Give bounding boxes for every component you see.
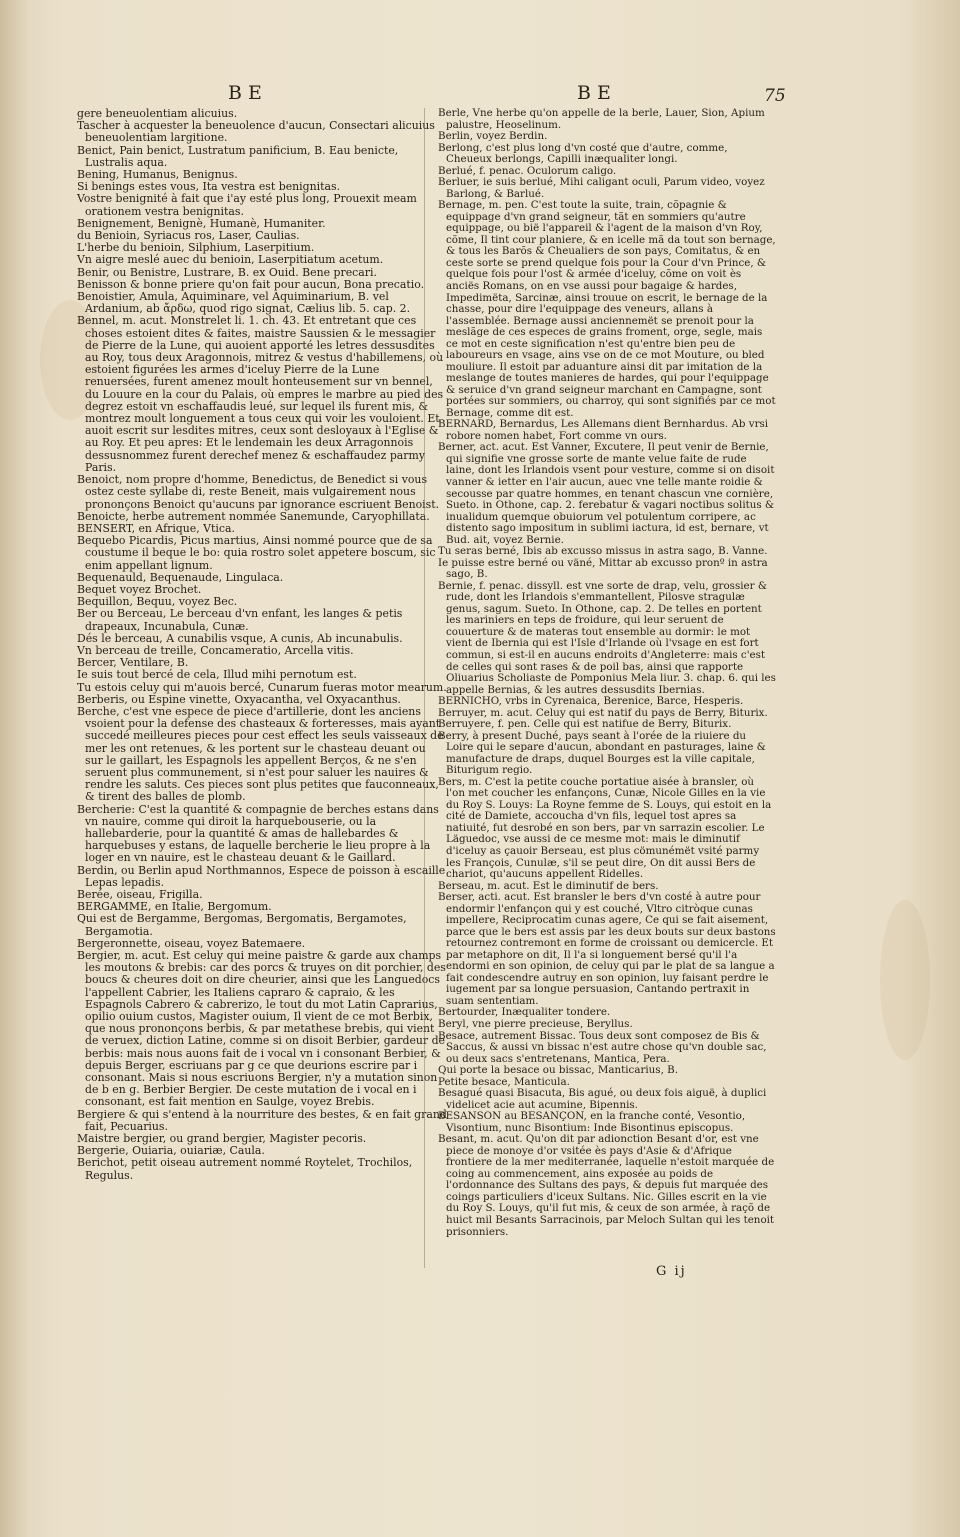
dictionary-entry: Ie puisse estre berné ou väné, Mittar ab excusso pronº in astra sago, B. [438, 556, 768, 581]
dictionary-entry: du Benioin, Syriacus ros, Laser, Caulias. [77, 229, 300, 243]
dictionary-entry: Petite besace, Manticula. [438, 1075, 570, 1088]
dictionary-entry: Si benings estes vous, Ita vestra est benignitas. [77, 180, 341, 194]
dictionary-entry: gere beneuolentiam alicuius. [77, 107, 238, 120]
dictionary-entry: Ie suis tout bercé de cela, Illud mihi pernotum est. [77, 668, 357, 682]
dictionary-entry: Besagué quasi Bisacuta, Bis agué, ou deux fois aiguë, à duplici videlicet acie aut acumine, Bipennis. [438, 1087, 767, 1111]
dictionary-entry: Berry, à present Duché, pays seant à l'orée de la riuiere du Loire qui le separe d'aucun, abondant en pasturages, laine & manufacture de draps, duquel Bourges est la ville capitale, Biturigum regio. [438, 729, 766, 777]
dictionary-entry: Maistre bergier, ou grand bergier, Magister pecoris. [77, 1132, 367, 1146]
dictionary-entry: Berle, Vne herbe qu'on appelle de la berle, Lauer, Sion, Apium palustre, Heoselinum. [438, 107, 765, 131]
dictionary-entry: BERNARD, Bernardus, Les Allemans dient Bernhardus. Ab vrsi robore nomen habet, Fort comme vn ours. [438, 418, 769, 442]
dictionary-entry: Vn berceau de treille, Concameratio, Arcella vitis. [77, 643, 354, 657]
dictionary-entry: Berlué, f. penac. Oculorum caligo. [438, 164, 617, 177]
signature-mark: G ij [656, 1264, 687, 1279]
dictionary-entry: Bequillon, Bequu, voyez Bec. [77, 595, 238, 609]
dictionary-entry: Tascher à acquester la beneuolence d'aucun, Consectari alicuius beneuolentiam largitione. [77, 119, 435, 145]
column-divider [424, 108, 425, 1268]
dictionary-entry: BERNICHO, vrbs in Cyrenaica, Berenice, Barce, Hesperis. [438, 695, 744, 708]
dictionary-entry: BENSERT, en Afrique, Vtica. [77, 521, 235, 535]
dictionary-entry: Ber ou Berceau, Le berceau d'vn enfant, les langes & petis drapeaux, Incunabula, Cunæ. [77, 607, 403, 633]
dictionary-entry: BESANSON au BESANÇON, en la franche conté, Vesontio, Visontium, nunc Bisontium: Inde Bisontinus episcopus. [438, 1110, 746, 1134]
right-column [438, 108, 776, 1238]
dictionary-entry: Benict, Pain benict, Lustratum panificium, B. Eau benicte, Lustralis aqua. [77, 143, 399, 169]
running-head-left: BE [228, 82, 268, 104]
dictionary-entry: Berluer, ie suis berlué, Mihi caligant oculi, Parum video, voyez Barlong, & Barlué. [438, 176, 765, 200]
dictionary-entry: Bequebo Picardis, Picus martius, Ainsi nommé pource que de sa coustume il beque le bo: quia rostro solet appetere boscum, sic enim appellant lignum. [77, 534, 436, 572]
paper-stain [880, 900, 930, 1060]
dictionary-entry: Berlin, voyez Berdin. [438, 130, 548, 143]
dictionary-entry: Benisson & bonne priere qu'on fait pour aucun, Bona precatio. [77, 277, 425, 291]
dictionary-entry: Berée, oiseau, Frigilla. [77, 888, 203, 901]
dictionary-entry: Bercer, Ventilare, B. [77, 656, 189, 670]
dictionary-entry: Bercherie: C'est la quantité & compagnie de berches estans dans vn nauire, comme qui diroit la harquebouserie, ou la hallebarderie, pour la quantité & amas de hallebardes & harquebuses y estans, de laquelle bercherie le lieu propre à la loger en vn nauire, est le chasteau deuant & le Gaillard. [77, 802, 439, 865]
running-head-right: BE [577, 82, 617, 104]
dictionary-entry: Berruyer, m. acut. Celuy qui est natif du pays de Berry, Biturix. [438, 706, 768, 719]
dictionary-entry: Benoistier, Amula, Aquiminare, vel Aquiminarium, B. vel Ardanium, ab ἄρδω, quod rigo signat, Cælius lib. 5. cap. 2. [77, 290, 411, 316]
dictionary-entry: Qui porte la besace ou bissac, Manticarius, B. [438, 1064, 678, 1077]
dictionary-entry: Bequet voyez Brochet. [77, 582, 202, 596]
left-column [77, 108, 447, 1182]
dictionary-entry: L'herbe du benioin, Silphium, Laserpitium. [77, 241, 315, 255]
dictionary-entry: Benoicte, herbe autrement nommée Sanemunde, Caryophillata. [77, 509, 430, 523]
dictionary-entry: BERGAMME, en Italie, Bergomum. [77, 900, 272, 914]
dictionary-entry: Beryl, vne pierre precieuse, Beryllus. [438, 1017, 633, 1030]
dictionary-entry: Berche, c'est vne espece de piece d'artillerie, dont les anciens vsoient pour la defense des chasteaux & forteresses, mais ayant succedé meilleures pieces pour cest effect les seuls vaisseaux de mer les ont retenues, & les portent sur le chasteau deuant ou sur le gaillart, les Espagnols les appellent Berços, & ne s'en seruent plus communement, si n'est pour saluer les nauires & rendre les saluts. Ces pieces sont plus petites que fauconneaux, & tirent des balles de plomb. [77, 704, 444, 804]
dictionary-entry: Berlong, c'est plus long d'vn costé que d'autre, comme, Cheueux berlongs, Capilli inæqualiter longi. [438, 141, 728, 166]
dictionary-entry: Bening, Humanus, Benignus. [77, 168, 238, 182]
page-number: 75 [764, 86, 786, 106]
dictionary-entry: Berser, acti. acut. Est bransler le bers d'vn costé à autre pour endormir l'enfançon qui y est couché, Vltro citròque cunas impellere, Reciprocatim cunas agere, Ce qui se fait aisement, parce que le bers est assis par les deux bouts sur deux bastons retournez contremont en forme de croissant ou demicercle. Et par metaphore on dit, Il l'a si longuement bersé qu'il l'a endormi en son opinion, de celuy qui par le plat de sa langue a fait condescendre autruy en son opinion, luy faisant perdre le iugement par sa longue persuasion, Cantando pertraxit in suam sententiam. [438, 891, 776, 1007]
dictionary-entry: Besace, autrement Bissac. Tous deux sont composez de Bis & Saccus, & aussi vn bissac n'est autre chose qu'vn double sac, ou deux sacs s'entretenans, Mantica, Pera. [438, 1029, 767, 1065]
dictionary-entry: Bergerie, Ouiaria, ouiariæ, Caula. [77, 1144, 265, 1158]
dictionary-entry: Bernie, f. penac. dissyll. est vne sorte de drap, velu, grossier & rude, dont les Irlandois s'emmantellent, Pilosve stragulæ genus, sagum. Sueto. In Othone, cap. 2. De telles en portent les mariniers en teps de froidure, qui leur seruent de couuerture & de materas tout ensemble au dormir: le mot vient de Ibernia qui est l'Isle d'Irlande où l'vsage en est fort commun, si est-il en aucuns endroits d'Angleterre: mais c'est de celles qui sont rases & de poil bas, ainsi que rapporte Oliuarius Scholiaste de Pomponius Mela liur. 3. chap. 6. qui les appelle Bernias, & les autres dessusdits Ibernias. [438, 579, 776, 696]
dictionary-entry: Bers, m. C'est la petite couche portatiue aisée à bransler, où l'on met coucher les enfançons, Cunæ, Nicole Gilles en la vie du Roy S. Louys: La Royne femme de S. Louys, qui estoit en la cité de Damiete, accoucha d'vn fils, lequel tost apres sa natiuité, fut desrobé en son bers, par vn sarrazin escolier. Le Läguedoc, vse aussi de ce mesme mot: mais le diminutif d'iceluy as çauoir Berseau, est plus cömunémët vsité parmy les François, Cunulæ, s'il se peut dire, On dit aussi Bers de chariot, qu'aucuns appellent Ridelles. [438, 775, 772, 881]
dictionary-entry: Benignement, Benignè, Humanè, Humaniter. [77, 216, 326, 230]
dictionary-entry: Berruyere, f. pen. Celle qui est natifue de Berry, Biturix. [438, 718, 732, 731]
dictionary-entry: Besant, m. acut. Qu'on dit par adionction Besant d'or, est vne piece de monoye d'or vsitée ès pays d'Asie & d'Afrique frontiere de la mer mediterranée, laquelle n'estoit marquée de coing au commencement, ains exposée au poids de l'ordonnance des Sultans des pays, & depuis fut marquée des coings particuliers d'iceux Sultans. Nic. Gilles escrit en la vie du Roy S. Louys, qu'il fut mis, & ceux de son armée, à raçõ de huict mil Besants Sarracinois, par Meloch Sultan qui les tenoit prisonniers. [438, 1133, 775, 1238]
dictionary-entry: Berner, act. acut. Est Vanner, Excutere, Il peut venir de Bernie, qui signifie vne grosse sorte de mante velue faite de rude laine, dont les Irlandois vsent pour vesture, comme si on disoit vanner & ietter en l'air aucun, auec vne telle mante roidie & secousse par quatre hommes, en tenant chascun vne cornière, Sueto. in Othone, cap. 2. ferebatur & vagari noctibus solitus & inualidum quemque obuiorum vel potulentum corripere, ac distento sago impositum in sublimi iactura, id est, bernare, vt Bud. ait, voyez Bernie. [438, 441, 775, 546]
dictionary-entry: Tu estois celuy qui m'auois bercé, Cunarum fueras motor mearum. [77, 680, 447, 694]
dictionary-entry: Berseau, m. acut. Est le diminutif de bers. [438, 879, 659, 892]
dictionary-entry: Bernage, m. pen. C'est toute la suite, train, cõpagnie & equippage d'vn grand seigneur, tãt en sommiers qu'autre equippage, ou bië l'appareil & l'agent de la maison d'vn Roy, cõme, Il tint cour planiere, & en icelle mã da tout son bernage, & tous les Barõs & Cheualiers de son pays, Comitatus, & en ceste sorte se prend quelque fois pour la Cour d'vn Prince, & quelque fois pour l'ost & armée d'iceluy, cõme on voit ès anciës Romans, on en vse aussi pour bagaige & hardes, Impedimëta, Sarcinæ, ainsi trouue on escrit, le bernage de la chasse, pour dire l'equippage des veneurs, allans à l'assemblée. Bernage aussi anciennemët se prenoit pour la meslãge de ces especes de grains froment, orge, segle, mais ce mot en ceste signification n'est qu'entre bien peu de laboureurs en vsage, ains vse on de ce mot Mouture, ou bled mouliure. Il estoit par aduanture ainsi dit par imitation de la meslange de toutes manieres de hardes, qui pour l'equippage & seruice d'vn grand seigneur marchant en Campagne, sont portées sur sommiers, ou charroy, qui sont signifiés par ce mot Bernage, comme dit est. [438, 199, 776, 419]
dictionary-entry: Bequenauld, Bequenaude, Lingulaca. [77, 570, 284, 584]
dictionary-entry: Dés le berceau, A cunabilis vsque, A cunis, Ab incunabulis. [77, 631, 403, 645]
dictionary-entry: Bergiere & qui s'entend à la nourriture des bestes, & en fait grand fait, Pecuarius. [77, 1107, 447, 1133]
dictionary-entry: Qui est de Bergamme, Bergomas, Bergomatis, Bergamotes, Bergamotia. [77, 912, 407, 938]
dictionary-entry: Benir, ou Benistre, Lustrare, B. ex Ouid. Bene precari. [77, 265, 377, 279]
dictionary-entry: Bergeronnette, oiseau, voyez Batemaere. [77, 936, 306, 950]
dictionary-entry: Bergier, m. acut. Est celuy qui meine paistre & garde aux champs les moutons & brebis: car des porcs & truyes on dit porchier, des boucs & cheures doit on dire cheurier, ainsi que les Languedocs l'appellent Cabrier, les Italiens capraro & capraio, & les Espagnols Cabrero & cabrerizo, le tout du mot Latin Caprarius, opilio ouium custos, Magister ouium, Il vient de ce mot Berbix, que nous prononçons berbis, & par metathese brebis, qui vient de veruex, diction Latine, comme si on disoit Berbier, gardeur de berbis: mais nous auons fait de i vocal vn i consonant Berbier, & depuis Berger, escriuans par g ce que deurions escrire par i consonant. Mais si nous escriuons Bergier, n'y a mutation sinon de b en g. Berbier Bergier. De ceste mutation de i vocal en i consonant, est fait mention en Saulge, voyez Brebis. [77, 949, 446, 1109]
dictionary-entry: Berichot, petit oiseau autrement nommé Roytelet, Trochilos, Regulus. [77, 1156, 413, 1182]
dictionary-entry: Berdin, ou Berlin apud Northmannos, Espece de poisson à escaille Lepas lepadis. [77, 863, 446, 889]
dictionary-entry: Bertourder, Inæqualiter tondere. [438, 1006, 611, 1019]
dictionary-entry: Berberis, ou Espine vinette, Oxyacantha, vel Oxyacanthus. [77, 692, 401, 706]
dictionary-entry: Vostre benignité à fait que i'ay esté plus long, Prouexit meam orationem vestra benignitas. [77, 192, 417, 218]
dictionary-entry: Benoict, nom propre d'homme, Benedictus, de Benedict si vous ostez ceste syllabe di, reste Beneit, mais vulgairement nous prononçons Benoict qu'aucuns par ignorance escriuent Benoist. [77, 473, 440, 511]
dictionary-entry: Bennel, m. acut. Monstrelet li. 1. ch. 43. Et entretant que ces choses estoient dites & faites, maistre Saussien & le messagier de Pierre de la Lune, qui auoient apporté les letres dessusdites au Roy, tous deux Aragonnois, mitrez & vestus d'habillemens, où estoient figurées les armes d'iceluy Pierre de la Lune renuersées, furent amenez moult honteusement sur vn bennel, du Louure en la cour du Palais, où empres le marbre au pied des degrez estoit vn eschaffaudis leué, sur lequel ils furent mis, & montrez moult longuement a tous ceux qui voir les vouloient. Et auoit escrit sur lesdites mitres, ceux sont desloyaux à l'Eglise & au Roy. Et peu apres: Et le lendemain les deux Arragonnois dessusnommez furent derechef menez & eschaffaudez parmy Paris. [77, 314, 444, 474]
dictionary-entry: Vn aigre meslé auec du benioin, Laserpitiatum acetum. [77, 253, 384, 267]
dictionary-entry: Tu seras berné, Ibis ab excusso missus in astra sago, B. Vanne. [438, 545, 768, 558]
